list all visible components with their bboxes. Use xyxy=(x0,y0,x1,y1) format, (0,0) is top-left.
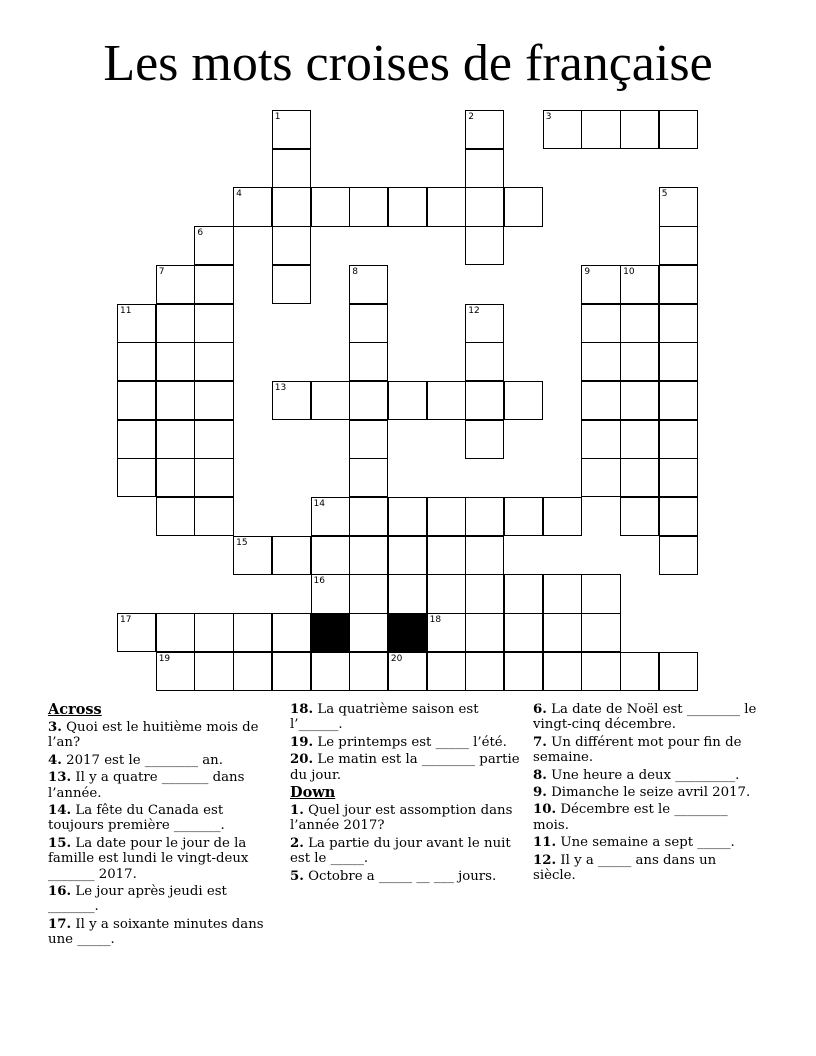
grid-cell[interactable] xyxy=(620,265,659,304)
clue-number: 10 xyxy=(623,266,635,277)
grid-cell[interactable] xyxy=(156,497,195,536)
grid-cell[interactable] xyxy=(194,458,233,497)
grid-cell[interactable] xyxy=(349,187,388,226)
clue-number: 13 xyxy=(274,382,287,393)
clue-item xyxy=(48,884,278,915)
grid-cell[interactable] xyxy=(427,613,466,652)
clue-number: 2 xyxy=(468,112,475,122)
grid-cell[interactable] xyxy=(620,110,659,149)
clue-number: 12. xyxy=(533,852,557,868)
clue-text: La fête du Canada est toujours première _______. xyxy=(48,803,225,834)
clue-text: La partie du jour avant le nuit est le _____. xyxy=(290,835,511,867)
clue-item xyxy=(48,917,278,948)
grid-cell[interactable] xyxy=(581,342,620,381)
clue-number: 8 xyxy=(352,266,358,277)
grid-cell[interactable] xyxy=(388,652,427,691)
clue-number: 19 xyxy=(158,653,171,664)
grid-cell[interactable] xyxy=(504,381,543,420)
black-cell xyxy=(311,613,350,652)
grid-cell[interactable] xyxy=(194,420,233,459)
grid-cell[interactable] xyxy=(311,381,350,420)
clue-number: 13. xyxy=(48,770,72,786)
clue-number: 7. xyxy=(533,734,547,750)
clue-number: 4. xyxy=(48,752,62,768)
grid-cell[interactable] xyxy=(427,381,466,420)
grid-cell[interactable] xyxy=(272,613,311,652)
across-heading: Across xyxy=(48,701,102,718)
grid-cell[interactable] xyxy=(465,497,504,536)
clue-item xyxy=(533,735,763,766)
grid-cell[interactable] xyxy=(194,342,233,381)
clue-text: Octobre a _____ __ ___ jours. xyxy=(308,868,497,884)
grid-cell[interactable] xyxy=(659,342,698,381)
grid-cell[interactable] xyxy=(543,613,582,652)
grid-cell[interactable] xyxy=(620,381,659,420)
grid-cell[interactable] xyxy=(349,381,388,420)
grid-cell[interactable] xyxy=(465,226,504,265)
clue-number: 15. xyxy=(48,835,72,851)
clue-text: 2017 est le ________ an. xyxy=(66,752,223,768)
grid-cell[interactable] xyxy=(543,497,582,536)
grid-cell[interactable] xyxy=(465,420,504,459)
grid-cell[interactable] xyxy=(620,458,659,497)
grid-cell[interactable] xyxy=(504,497,543,536)
grid-cell[interactable] xyxy=(156,342,195,381)
grid-cell[interactable] xyxy=(659,420,698,459)
grid-cell[interactable] xyxy=(427,187,466,226)
clue-text: La quatrième saison est l’______. xyxy=(290,702,479,733)
grid-cell[interactable] xyxy=(156,613,195,652)
clue-text: Dimanche le seize avril 2017. xyxy=(551,785,751,801)
grid-cell[interactable] xyxy=(581,613,620,652)
grid-cell[interactable] xyxy=(272,536,311,575)
grid-cell[interactable] xyxy=(194,265,233,304)
grid-cell[interactable] xyxy=(388,497,427,536)
grid-cell[interactable] xyxy=(659,304,698,343)
clue-item xyxy=(533,853,763,884)
clues-column-3 xyxy=(533,700,763,883)
clue-number: 6 xyxy=(197,228,204,239)
clue-number: 11. xyxy=(533,835,557,851)
grid-cell[interactable] xyxy=(272,652,311,691)
grid-cell[interactable] xyxy=(581,110,620,149)
clue-number: 18 xyxy=(429,615,442,626)
clues-column-1 xyxy=(48,700,278,948)
grid-cell[interactable] xyxy=(543,652,582,691)
clue-item xyxy=(48,803,278,834)
grid-cell[interactable] xyxy=(465,536,504,575)
grid-cell[interactable] xyxy=(272,187,311,226)
clue-item xyxy=(48,720,278,751)
clue-item xyxy=(290,752,520,783)
clue-text: Quoi est le huitième mois de l’an? xyxy=(48,720,259,751)
grid-cell[interactable] xyxy=(659,265,698,304)
clue-item xyxy=(48,836,278,882)
black-cell xyxy=(388,613,427,652)
across-clue-list-continued xyxy=(290,702,520,783)
clue-number: 14. xyxy=(48,803,72,819)
grid-cell[interactable] xyxy=(388,574,427,613)
grid-cell[interactable] xyxy=(194,226,233,265)
grid-cell[interactable] xyxy=(156,265,195,304)
clue-number: 12 xyxy=(468,305,480,316)
grid-cell[interactable] xyxy=(465,652,504,691)
grid-cell[interactable] xyxy=(659,536,698,575)
grid-cell[interactable] xyxy=(349,265,388,304)
clue-text: La date pour le jour de la famille est lundi le vingt-deux _______ 2017. xyxy=(48,835,249,882)
clue-number: 11 xyxy=(120,305,132,316)
grid-cell[interactable] xyxy=(233,652,272,691)
across-clue-list xyxy=(48,720,278,948)
grid-cell[interactable] xyxy=(156,652,195,691)
grid-cell[interactable] xyxy=(504,187,543,226)
grid-cell[interactable] xyxy=(156,458,195,497)
clue-number: 8. xyxy=(533,767,547,783)
grid-cell[interactable] xyxy=(465,613,504,652)
clue-number: 2. xyxy=(290,835,304,851)
grid-cell[interactable] xyxy=(581,381,620,420)
grid-cell[interactable] xyxy=(272,110,311,149)
clue-item xyxy=(290,702,520,733)
grid-cell[interactable] xyxy=(233,187,272,226)
grid-cell[interactable] xyxy=(117,420,156,459)
clue-number: 15 xyxy=(236,537,248,548)
grid-cell[interactable] xyxy=(543,574,582,613)
clue-text: Il y a _____ ans dans un siècle. xyxy=(533,852,717,884)
clue-text: Quel jour est assomption dans l’année 2017? xyxy=(290,803,513,834)
clue-item xyxy=(533,768,763,783)
grid-cell[interactable] xyxy=(311,536,350,575)
clue-text: Il y a soixante minutes dans une _____. xyxy=(48,916,264,948)
grid-cell[interactable] xyxy=(349,458,388,497)
grid-cell[interactable] xyxy=(659,652,698,691)
clue-number: 14 xyxy=(313,499,325,509)
grid-cell[interactable] xyxy=(272,265,311,304)
grid-cell[interactable] xyxy=(465,574,504,613)
grid-cell[interactable] xyxy=(349,342,388,381)
grid-cell[interactable] xyxy=(272,149,311,188)
grid-cell[interactable] xyxy=(504,652,543,691)
clue-item xyxy=(290,869,520,884)
clue-number: 3. xyxy=(48,720,62,735)
grid-cell[interactable] xyxy=(504,574,543,613)
clue-number: 10. xyxy=(533,802,557,818)
grid-cell[interactable] xyxy=(659,497,698,536)
clue-item xyxy=(533,702,763,733)
grid-cell[interactable] xyxy=(311,574,350,613)
grid-cell[interactable] xyxy=(349,536,388,575)
grid-cell[interactable] xyxy=(620,652,659,691)
clue-number: 16. xyxy=(48,884,72,900)
grid-cell[interactable] xyxy=(581,574,620,613)
grid-cell[interactable] xyxy=(233,613,272,652)
clue-number: 20 xyxy=(390,653,403,664)
grid-cell[interactable] xyxy=(117,304,156,343)
clue-text: Une semaine a sept _____. xyxy=(560,835,735,851)
clue-item xyxy=(290,836,520,867)
clue-number: 18. xyxy=(290,702,314,717)
clue-number: 7 xyxy=(158,266,165,277)
grid-cell[interactable] xyxy=(117,381,156,420)
grid-cell[interactable] xyxy=(156,420,195,459)
grid-cell[interactable] xyxy=(465,110,504,149)
grid-cell[interactable] xyxy=(272,226,311,265)
down-clue-list xyxy=(290,803,520,884)
clue-number: 3 xyxy=(545,112,552,122)
clue-text: Une heure a deux _________. xyxy=(551,767,740,783)
grid-cell[interactable] xyxy=(194,613,233,652)
grid-cell[interactable] xyxy=(581,265,620,304)
grid-cell[interactable] xyxy=(620,342,659,381)
page-title: Les mots croises de française xyxy=(103,35,713,92)
grid-cell[interactable] xyxy=(659,458,698,497)
grid-cell[interactable] xyxy=(156,304,195,343)
clue-item xyxy=(48,753,278,768)
grid-cell[interactable] xyxy=(543,110,582,149)
grid-cell[interactable] xyxy=(465,342,504,381)
clue-number: 9. xyxy=(533,785,547,801)
clue-text: Il y a quatre _______ dans l’année. xyxy=(48,770,245,801)
grid-cell[interactable] xyxy=(194,652,233,691)
clue-text: La date de Noël est ________ le vingt-cinq décembre. xyxy=(533,702,757,733)
grid-cell[interactable] xyxy=(194,497,233,536)
grid-cell[interactable] xyxy=(349,497,388,536)
grid-cell[interactable] xyxy=(388,536,427,575)
grid-cell[interactable] xyxy=(465,187,504,226)
grid-cell[interactable] xyxy=(465,304,504,343)
grid-cell[interactable] xyxy=(620,420,659,459)
clue-number: 1. xyxy=(290,803,304,819)
clue-number: 19. xyxy=(290,734,314,750)
clue-number: 17 xyxy=(120,615,132,626)
clue-number: 5 xyxy=(661,189,668,200)
grid-cell[interactable] xyxy=(581,420,620,459)
clues-column-2 xyxy=(290,700,520,884)
clue-text: Le printemps est _____ l’été. xyxy=(317,734,507,750)
grid-cell[interactable] xyxy=(620,304,659,343)
grid-cell[interactable] xyxy=(117,613,156,652)
grid-cell[interactable] xyxy=(349,574,388,613)
clue-item xyxy=(533,835,763,850)
grid-cell[interactable] xyxy=(659,226,698,265)
grid-cell[interactable] xyxy=(194,304,233,343)
grid-cell[interactable] xyxy=(156,381,195,420)
grid-cell[interactable] xyxy=(659,110,698,149)
grid-cell[interactable] xyxy=(620,497,659,536)
clue-item xyxy=(290,803,520,834)
grid-cell[interactable] xyxy=(117,342,156,381)
grid-cell[interactable] xyxy=(427,497,466,536)
clue-number: 16 xyxy=(313,576,325,587)
grid-cell[interactable] xyxy=(465,381,504,420)
grid-cell[interactable] xyxy=(388,381,427,420)
clue-number: 20. xyxy=(290,752,314,768)
grid-cell[interactable] xyxy=(581,652,620,691)
grid-cell[interactable] xyxy=(504,613,543,652)
grid-cell[interactable] xyxy=(349,652,388,691)
grid-cell[interactable] xyxy=(311,187,350,226)
clue-number: 9 xyxy=(584,266,591,277)
grid-cell[interactable] xyxy=(427,652,466,691)
grid-cell[interactable] xyxy=(427,536,466,575)
clue-item xyxy=(48,770,278,801)
clue-number: 5. xyxy=(290,868,304,884)
grid-cell[interactable] xyxy=(349,613,388,652)
grid-cell[interactable] xyxy=(233,536,272,575)
grid-cell[interactable] xyxy=(311,497,350,536)
clue-text: Le jour après jeudi est _______. xyxy=(48,884,227,915)
grid-cell[interactable] xyxy=(117,458,156,497)
clue-text: Un différent mot pour fin de semaine. xyxy=(533,734,742,766)
grid-cell[interactable] xyxy=(349,304,388,343)
clue-text: Le matin est la ________ partie du jour. xyxy=(290,752,520,783)
clue-item xyxy=(290,735,520,750)
grid-cell[interactable] xyxy=(272,381,311,420)
clue-number: 1 xyxy=(274,112,281,122)
clue-text: Décembre est le ________ mois. xyxy=(533,802,728,833)
grid-cell[interactable] xyxy=(349,420,388,459)
grid-cell[interactable] xyxy=(659,381,698,420)
clue-number: 17. xyxy=(48,916,72,932)
grid-cell[interactable] xyxy=(311,652,350,691)
grid-cell[interactable] xyxy=(194,381,233,420)
down-clue-list-continued xyxy=(533,702,763,883)
clue-number: 4 xyxy=(236,189,242,200)
clue-item xyxy=(533,802,763,833)
grid-cell[interactable] xyxy=(659,187,698,226)
grid-cell[interactable] xyxy=(581,304,620,343)
clue-item xyxy=(533,785,763,800)
grid-cell[interactable] xyxy=(388,187,427,226)
grid-cell[interactable] xyxy=(427,574,466,613)
down-heading: Down xyxy=(290,784,336,802)
clue-number: 6. xyxy=(533,702,547,717)
grid-cell[interactable] xyxy=(465,149,504,188)
grid-cell[interactable] xyxy=(581,458,620,497)
